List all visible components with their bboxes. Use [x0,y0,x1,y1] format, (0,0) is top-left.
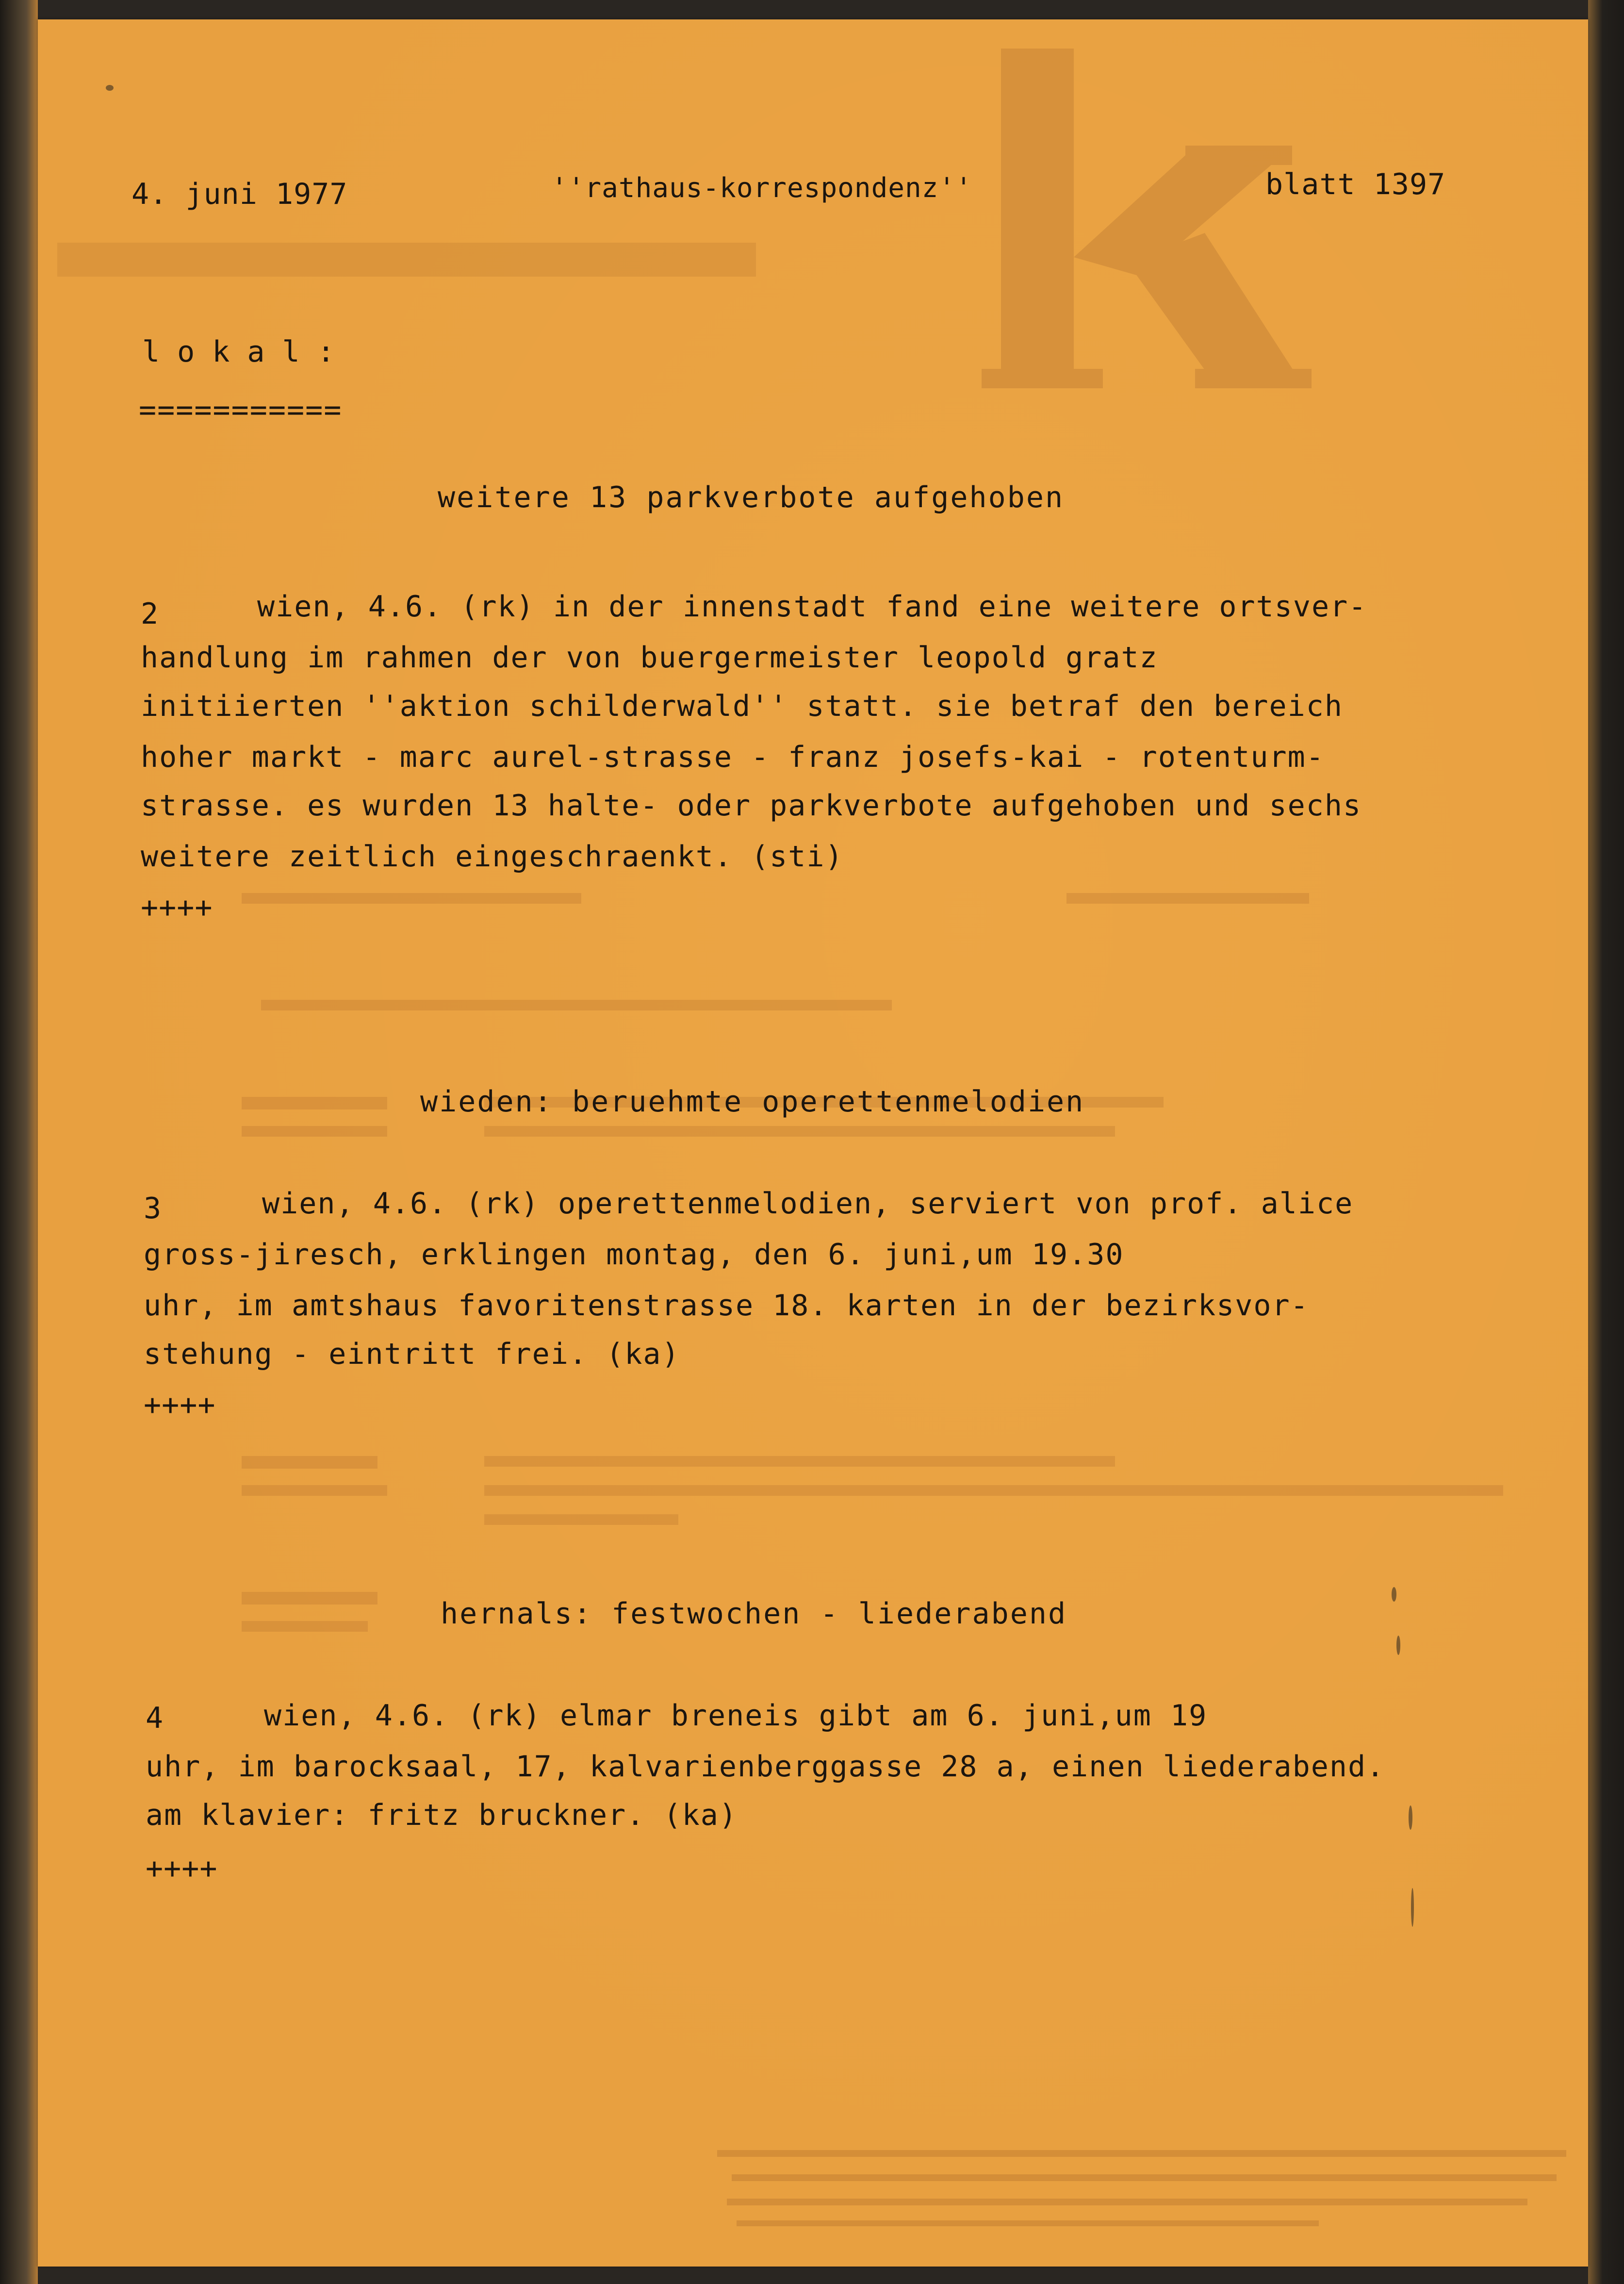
article-line: am klavier: fritz bruckner. (ka) [146,1798,738,1832]
article-number: 2 [141,597,159,631]
article-line: stehung - eintritt frei. (ka) [144,1337,680,1371]
section-label: lokal: [142,335,352,369]
article-line: handlung im rahmen der von buergermeister leopold gratz [141,641,1158,675]
header-sheet-number: blatt 1397 [1265,167,1446,201]
article-title: wieden: beruehmte operettenmelodien [420,1085,1085,1119]
article-line: uhr, im barocksaal, 17, kalvarienberggasse 28 a, einen liederabend. [146,1750,1385,1784]
section-underline: =========== [139,393,343,427]
header-date: 4. juni 1977 [131,177,348,211]
paper-speck [1396,1636,1400,1655]
header-publication: ''rathaus-korrespondenz'' [551,172,972,204]
article-number: 4 [146,1701,164,1735]
article-line: strasse. es wurden 13 halte- oder parkverbote aufgehoben und sechs [141,789,1362,823]
article-end-mark: ++++ [144,1388,216,1422]
article-line: wien, 4.6. (rk) elmar breneis gibt am 6. juni,um 19 [264,1699,1208,1733]
article-line: wien, 4.6. (rk) in der innenstadt fand eine weitere ortsver- [257,590,1367,624]
article-end-mark: ++++ [141,891,213,925]
reverse-side-table-bleedthrough [242,874,1503,1796]
paper-sheet [38,19,1588,2267]
letterhead-logo-bleedthrough [982,49,1321,417]
paper-speck [1409,1805,1412,1830]
article-end-mark: ++++ [146,1852,218,1886]
page-edge-shadow [1588,0,1624,2284]
reverse-side-text-bleedthrough [717,2145,1591,2233]
article-line: weitere zeitlich eingeschraenkt. (sti) [141,840,844,874]
paper-speck [106,85,114,91]
paper-speck [1411,1888,1414,1927]
article-line: wien, 4.6. (rk) operettenmelodien, serviert von prof. alice [262,1187,1354,1221]
article-title: hernals: festwochen - liederabend [441,1597,1067,1631]
article-number: 3 [144,1192,162,1225]
article-line: uhr, im amtshaus favoritenstrasse 18. karten in der bezirksvor- [144,1289,1309,1323]
letterhead-text-bleedthrough [57,233,766,296]
article-line: gross-jiresch, erklingen montag, den 6. juni,um 19.30 [144,1238,1124,1272]
article-line: initiierten ''aktion schilderwald'' statt. sie betraf den bereich [141,689,1343,723]
article-line: hoher markt - marc aurel-strasse - franz josefs-kai - rotenturm- [141,740,1325,774]
paper-speck [1392,1587,1396,1602]
binding-edge [0,0,38,2284]
article-title: weitere 13 parkverbote aufgehoben [438,480,1065,514]
